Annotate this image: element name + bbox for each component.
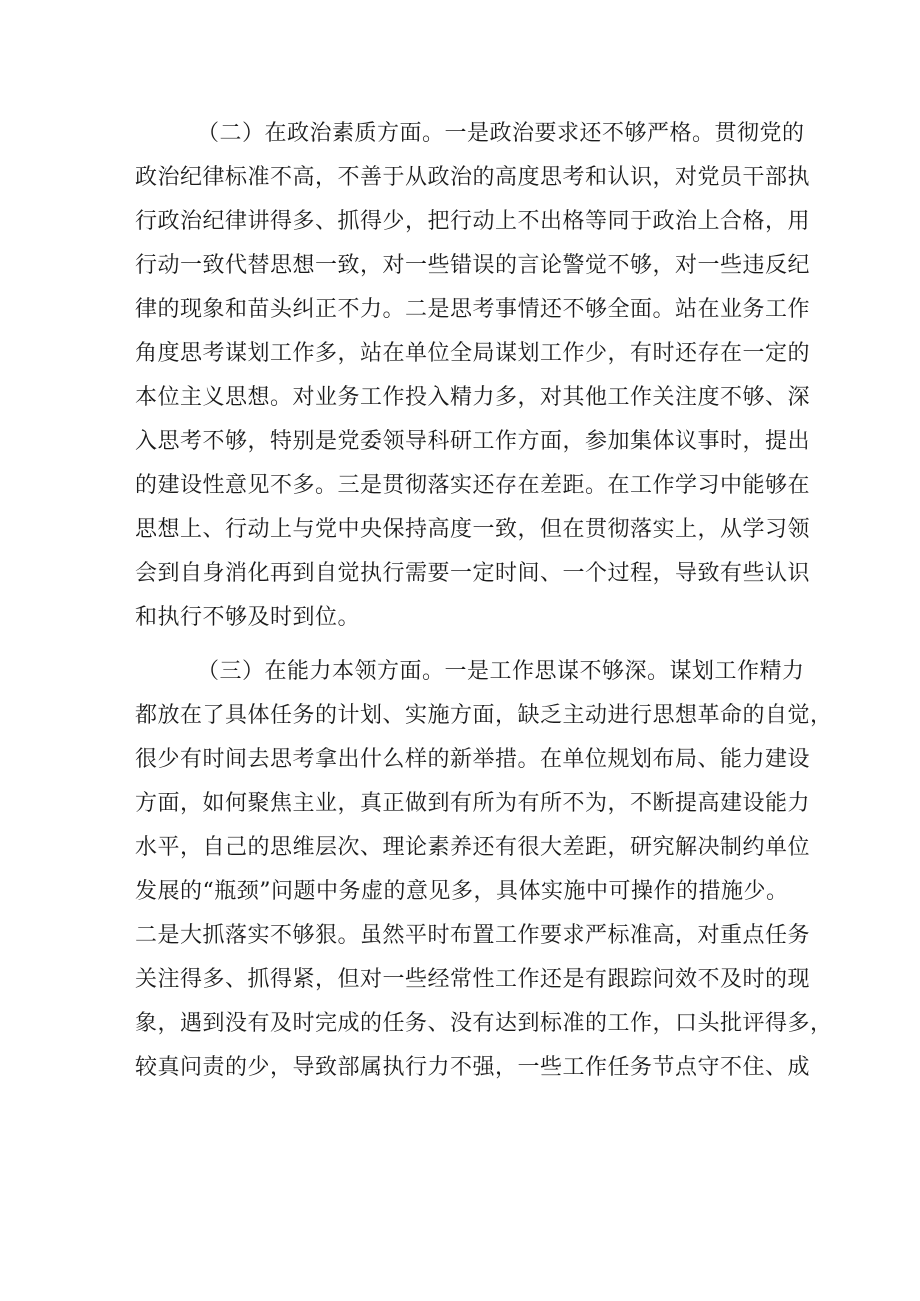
text-line: 律的现象和苗头纠正不力。二是思考事情还不够全面。站在业务工作 [135,297,811,322]
text-line: 会到自身消化再到自觉执行需要一定时间、一个过程，导致有些认识 [135,561,811,586]
text-line: 水平，自己的思维层次、理论素养还有很大差距，研究解决制约单位 [135,835,811,860]
text-line: 本位主义思想。对业务工作投入精力多，对其他工作关注度不够、深 [135,385,811,410]
text-line: 象，遇到没有及时完成的任务、没有达到标准的工作，口头批评得多， [135,1011,833,1036]
text-line: 关注得多、抓得紧，但对一些经常性工作还是有跟踪问效不及时的现 [135,967,811,992]
paragraph-ability [135,650,833,1090]
text-line: 行政治纪律讲得多、抓得少，把行动上不出格等同于政治上合格，用 [135,209,811,234]
text-line: 很少有时间去思考拿出什么样的新举措。在单位规划布局、能力建设 [135,747,811,772]
text-line: 发展的“瓶颈”问题中务虚的意见多，具体实施中可操作的措施少。 [135,879,789,904]
text-line: 方面，如何聚焦主业，真正做到有所为有所不为，不断提高建设能力 [135,791,811,816]
text-line: （三）在能力本领方面。一是工作思谋不够深。谋划工作精力 [197,659,805,684]
text-line: 都放在了具体任务的计划、实施方面，缺乏主动进行思想革命的自觉， [135,703,833,728]
text-line: 思想上、行动上与党中央保持高度一致，但在贯彻落实上，从学习领 [135,517,811,542]
text-line: 较真问责的少，导致部属执行力不强，一些工作任务节点守不住、成 [135,1055,811,1080]
text-line: 入思考不够，特别是党委领导科研工作方面，参加集体议事时，提出 [135,429,811,454]
text-line: （二）在政治素质方面。一是政治要求还不够严格。贯彻党的 [197,121,805,146]
text-line: 角度思考谋划工作多，站在单位全局谋划工作少，有时还存在一定的 [135,341,811,366]
text-line: 和执行不够及时到位。 [135,605,361,630]
text-line: 行动一致代替思想一致，对一些错误的言论警觉不够，对一些违反纪 [135,253,811,278]
text-line: 二是大抓落实不够狠。虽然平时布置工作要求严标准高，对重点任务 [135,923,811,948]
document-body [135,112,833,1090]
paragraph-political-quality [135,112,811,640]
text-line: 政治纪律标准不高，不善于从政治的高度思考和认识，对党员干部执 [135,165,811,190]
text-line: 的建设性意见不多。三是贯彻落实还存在差距。在工作学习中能够在 [135,473,811,498]
